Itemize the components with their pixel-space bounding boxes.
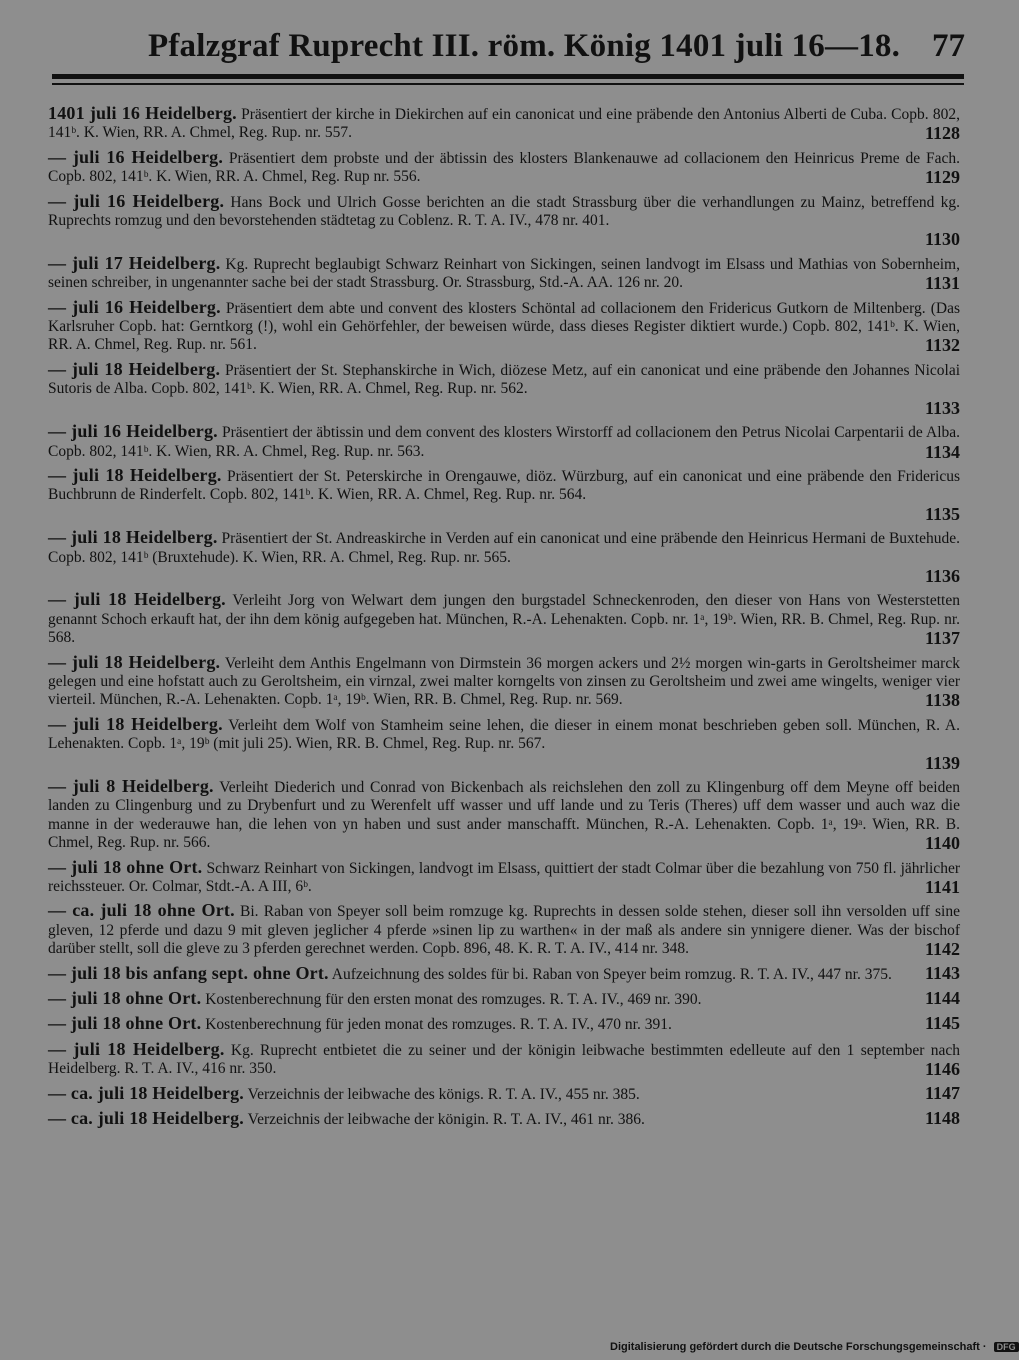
entry-text: Kg. Ruprecht entbietet die zu seiner und der königin leibwache bestimmten edelleute auf den 1 september nach Heidelberg. R. T. A. IV., 416 nr. 350. (48, 1041, 960, 1078)
entry-date-place: — juli 18 ohne Ort. (48, 856, 203, 877)
entry-number: 1137 (924, 628, 960, 649)
entry-text: Präsentiert der St. Stephanskirche in Wich, diözese Metz, auf ein canonicat und eine präbende den Johannes Nicolai Sutoris de Alba. Copb. 802, 141ᵇ. K. Wien, RR. A. Chmel, Reg. Rup. nr. 562. (48, 361, 960, 398)
page-header (40, 28, 965, 68)
regest-entry (48, 777, 960, 853)
entry-number: 1133 (924, 397, 960, 418)
entry-number: 1141 (924, 877, 960, 898)
entry-number: 1131 (924, 273, 960, 294)
regest-entry (48, 653, 960, 710)
entry-text: Kostenberechnung für jeden monat des romzuges. R. T. A. IV., 470 nr. 391. (205, 1016, 672, 1034)
regest-entry (48, 298, 960, 355)
entry-number: 1147 (924, 1082, 960, 1103)
entry-text: Kostenberechnung für den ersten monat des romzuges. R. T. A. IV., 469 nr. 390. (205, 991, 702, 1009)
entry-date-place: — juli 16 Heidelberg. (48, 421, 218, 442)
entry-date-place: — juli 18 ohne Ort. (48, 988, 202, 1009)
regest-entry (48, 466, 960, 523)
entry-date-place: — ca. juli 18 Heidelberg. (48, 1108, 244, 1129)
entry-text: Kg. Ruprecht beglaubigt Schwarz Reinhart von Sickingen, seinen landvogt im Elsass und Mathias von Sobernheim, seinen schreiber, in ungenannter sache bei der stadt Strassburg. Or. Strassburg, Std.-A. AA. 126 nr. 20. (48, 255, 960, 292)
entry-date-place: — juli 18 Heidelberg. (48, 358, 221, 379)
regest-entry (48, 1109, 960, 1129)
entry-text: Verleiht Jorg von Welwart dem jungen den burgstadel Schneckenroden, den dieser von Hans von Westerstetten genannt Schoch erkauft hat, der ihn dem könig aufgegeben hat. München, R.-A. Lehenakten. Copb. nr. 1ᵃ, 19ᵇ. Wien, RR. B. Chmel, Reg. Rup. nr. 568. (48, 592, 960, 647)
entry-text: Verleiht dem Wolf von Stamheim seine lehen, die dieser in einem monat beschrieben geben soll. München, R. A. Lehenakten. Copb. 1ᵃ, 19ᵇ (mit juli 25). Wien, RR. B. Chmel, Reg. Rup. nr. 567. (48, 716, 960, 753)
page-title: Pfalzgraf Ruprecht III. röm. König 1401 juli 16—18. (148, 28, 901, 64)
entry-date-place: — juli 18 Heidelberg. (48, 589, 226, 610)
entry-text: Verzeichnis der leibwache des königs. R. T. A. IV., 455 nr. 385. (247, 1085, 640, 1103)
regest-entry (48, 148, 960, 187)
entry-date-place: — juli 17 Heidelberg. (48, 252, 221, 273)
regest-entry (48, 1040, 960, 1079)
entry-number: 1139 (924, 752, 960, 773)
regest-entry (48, 422, 960, 461)
entry-number: 1128 (924, 123, 960, 144)
page-number: 77 (932, 28, 965, 64)
entry-number: 1145 (924, 1013, 960, 1034)
regest-list (48, 104, 960, 1135)
entry-text: Schwarz Reinhart von Sickingen, landvogt im Elsass, quittiert der stadt Colmar über die bezahlung von 750 fl. jährlicher reichssteuer. Or. Colmar, Stdt.-A. A III, 6ᵇ. (48, 859, 960, 896)
entry-number: 1136 (924, 565, 960, 586)
entry-date-place: — juli 18 Heidelberg. (48, 527, 218, 548)
entry-date-place: — juli 18 Heidelberg. (48, 1038, 225, 1059)
entry-date-place: — juli 18 ohne Ort. (48, 1013, 202, 1034)
regest-entry (48, 360, 960, 417)
header-rule-thin (52, 83, 964, 85)
entry-text: Hans Bock und Ulrich Gosse berichten an die stadt Strassburg über die verhandlungen zu Mainz, betreffend kg. Ruprechts romzug und den bevorstehenden städtetag zu Coblenz. R. T. A. IV., 478 nr. 401. (48, 193, 960, 230)
entry-date-place: — juli 18 Heidelberg. (48, 651, 221, 672)
regest-entry (48, 858, 960, 897)
entry-date-place: — ca. juli 18 ohne Ort. (48, 900, 235, 921)
entry-text: Verleiht Diederich und Conrad von Bickenbach als reichslehen den zoll zu Klingenburg off dem Meyne off beiden landen zu Clingenburg und zu Drybenfurt und zu Werenfelt uff wasser und uff lande und zu Teris (Theres) uff dem wasser und auch waz die manne in der wederauwe han, die lehen von yn haben und sust ander manschafft. München, R.-A. Lehenakten. Copb. 1ᵃ, 19ᵃ. Wien, RR. B. Chmel, Reg. Rup. nr. 566. (48, 779, 960, 852)
entry-text: Präsentiert der äbtissin und dem convent des klosters Wirstorff ad collacionem den Petrus Nicolai Carpentarii de Alba. Copb. 802, 141ᵇ. K. Wien, RR. A. Chmel, Reg. Rup. nr. 563. (48, 424, 961, 460)
regest-entry (48, 1014, 960, 1034)
funding-footer (610, 1341, 1019, 1353)
regest-entry (48, 901, 960, 958)
entry-number: 1138 (924, 690, 960, 711)
entry-date-place: 1401 juli 16 Heidelberg. (48, 103, 237, 123)
regest-entry (48, 590, 960, 647)
entry-number: 1140 (924, 833, 960, 854)
entry-text: Bi. Raban von Speyer soll beim romzuge kg. Ruprechts in dessen solde stehen, dieser soll ihn versolden uff sine gleven, 12 pferde und dazu 9 mit gleven jeglicher 4 pferde »sinen lip zu warthen« in der maß als andere sin ynnigere diener. Was der bischof darüber stellt, soll die gleve zu 3 pferden gerechnet werden. Copb. 896, 48. K. R. T. A. IV., 414 nr. 348. (48, 903, 960, 958)
entry-text: Verzeichnis der leibwache der königin. R. T. A. IV., 461 nr. 386. (247, 1111, 645, 1129)
entry-number: 1134 (924, 441, 960, 462)
regest-entry (48, 528, 960, 585)
regest-entry (48, 254, 960, 293)
regest-entry (48, 989, 960, 1009)
entry-number: 1129 (924, 167, 960, 188)
footer-text: Digitalisierung gefördert durch die Deutsche Forschungsgemeinschaft · (610, 1341, 987, 1353)
entry-number: 1135 (924, 503, 960, 524)
entry-date-place: — ca. juli 18 Heidelberg. (48, 1082, 244, 1103)
regest-entry (48, 964, 960, 984)
entry-number: 1148 (924, 1108, 960, 1129)
entry-number: 1130 (924, 229, 960, 250)
regest-entry (48, 715, 960, 772)
entry-text: Präsentiert dem probste und der äbtissin des klosters Blankenauwe ad collacionem den Heinricus Preme de Fach. Copb. 802, 141ᵇ. K. Wien, RR. A. Chmel, Reg. Rup nr. 556. (48, 149, 960, 186)
entry-date-place: — juli 16 Heidelberg. (48, 296, 221, 317)
regest-entry (48, 1084, 960, 1104)
entry-date-place: — juli 16 Heidelberg. (48, 146, 224, 167)
entry-date-place: — juli 16 Heidelberg. (48, 190, 225, 211)
entry-text: Verleiht dem Anthis Engelmann von Dirmstein 36 morgen ackers und 2½ morgen win-garts in Geroltsheimer marck gelegen und eine hofstatt auch zu Geroltsheim, ein virnzal, zwei malter korngelts von zinsen zu Geroltsheim und zwei ame wingelts, weniger vier vierteil. München, R.-A. Lehenakten. Copb. 1ᵃ, 19ᵇ. Wien, RR. B. Chmel, Reg. Rup. nr. 569. (48, 654, 960, 709)
entry-text: Präsentiert dem abte und convent des klosters Schöntal ad collacionem den Fridericus Gutkorn de Miltenberg. (Das Karlsruher Copb. hat: Gerntkorg (!), wohl ein Gehörfehler, der beweisen würde, dass dieses Register diktiert wurde.) Copb. 802, 141ᵇ. K. Wien, RR. A. Chmel, Reg. Rup. nr. 561. (48, 299, 960, 354)
entry-number: 1143 (924, 962, 960, 983)
entry-text: Aufzeichnung des soldes für bi. Raban von Speyer beim romzug. R. T. A. IV., 447 nr. 375. (331, 965, 892, 983)
regest-entry (48, 104, 960, 143)
entry-date-place: — juli 18 bis anfang sept. ohne Ort. (48, 962, 329, 983)
dfg-logo: DFG (994, 1342, 1019, 1352)
entry-number: 1144 (924, 988, 960, 1009)
entry-text: Präsentiert der St. Andreaskirche in Verden auf ein canonicat und eine präbende den Heinricus Hermani de Buxtehude. Copb. 802, 141ᵇ (Bruxtehude). K. Wien, RR. A. Chmel, Reg. Rup. nr. 565. (48, 530, 960, 566)
entry-text: Präsentiert der kirche in Diekirchen auf ein canonicat und eine präbende den Antonius Alberti de Cuba. Copb. 802, 141ᵇ. K. Wien, RR. A. Chmel, Reg. Rup. nr. 557. (48, 106, 960, 142)
entry-number: 1146 (924, 1059, 960, 1080)
entry-date-place: — juli 18 Heidelberg. (48, 464, 222, 485)
entry-date-place: — juli 18 Heidelberg. (48, 713, 223, 734)
entry-date-place: — juli 8 Heidelberg. (48, 776, 214, 796)
entry-text: Präsentiert der St. Peterskirche in Orengauwe, diöz. Würzburg, auf ein canonicat und eine präbende den Fridericus Buchbrunn de Rinderfelt. Copb. 802, 141ᵇ. K. Wien, RR. A. Chmel, Reg. Rup. nr. 564. (48, 467, 961, 504)
entry-number: 1132 (924, 335, 960, 356)
entry-number: 1142 (924, 939, 960, 960)
header-rule-thick (52, 74, 964, 79)
regest-entry (48, 192, 960, 249)
